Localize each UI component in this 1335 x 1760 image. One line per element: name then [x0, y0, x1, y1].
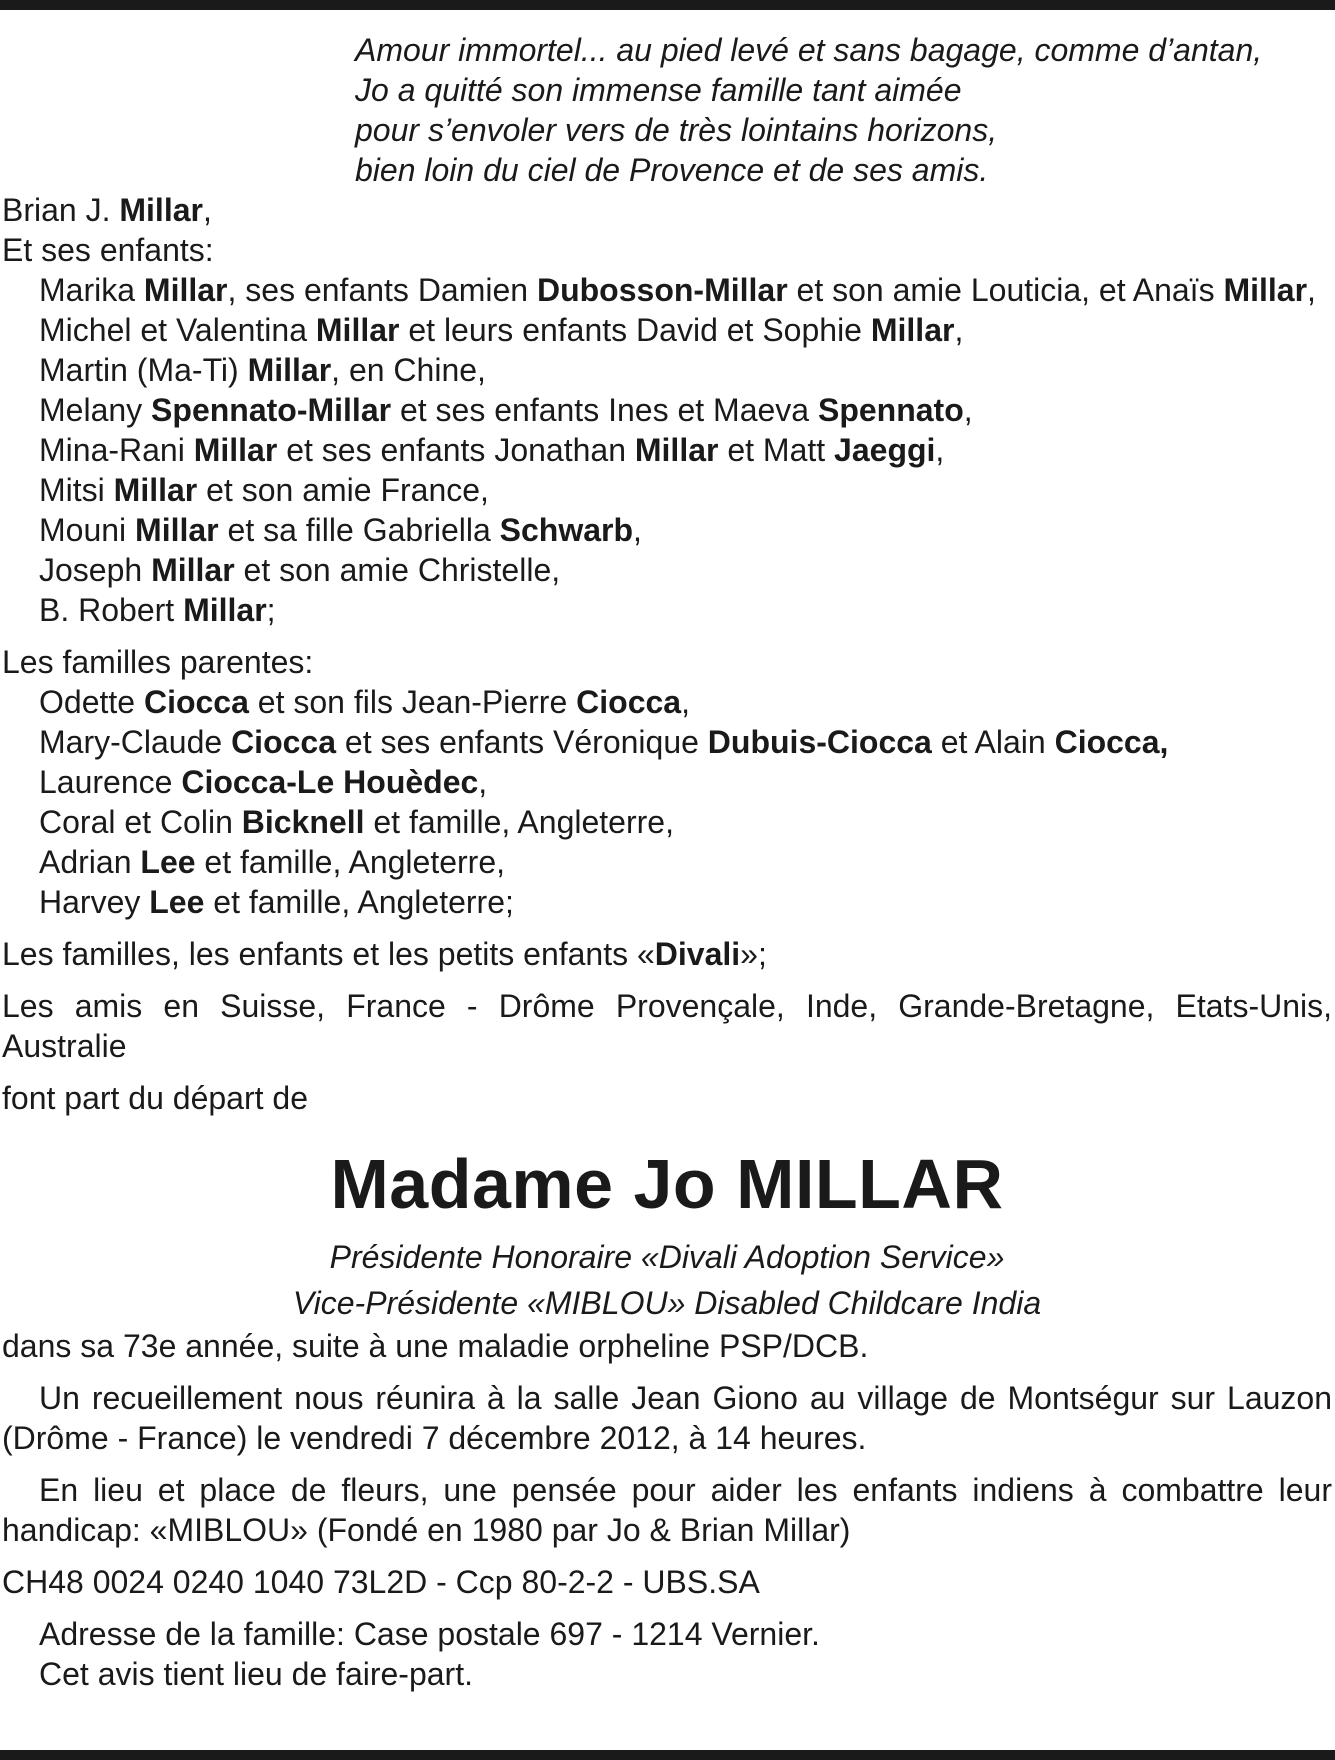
deceased-name: Madame Jo MILLAR [330, 1145, 1004, 1223]
top-rule [0, 0, 1335, 10]
child-line: Mouni Millar et sa fille Gabriella Schwarb, [39, 512, 642, 548]
bottom-rule [0, 1750, 1335, 1760]
relatives-heading: Les familles parentes: [2, 644, 314, 680]
child-line: Mitsi Millar et son amie France, [39, 472, 489, 508]
friends-line: Les amis en Suisse, France - Drôme Provençale, Inde, Grande-Bretagne, Etats-Unis, Australie [2, 988, 1332, 1064]
poem-line: pour s’envoler vers de très lointains horizons, [355, 112, 998, 148]
relative-line: Coral et Colin Bicknell et famille, Angleterre, [39, 804, 674, 840]
poem-line: Jo a quitté son immense famille tant aimée [355, 72, 962, 108]
poem-line: bien loin du ciel de Provence et de ses amis. [355, 152, 989, 188]
death-notice [2, 30, 1332, 1694]
bank-line: CH48 0024 0240 1040 73L2D - Ccp 80-2-2 - UBS.SA [2, 1564, 760, 1600]
announce-line: font part du départ de [2, 1080, 308, 1116]
child-line: Michel et Valentina Millar et leurs enfants David et Sophie Millar, [39, 312, 964, 348]
flowers-paragraph: En lieu et place de fleurs, une pensée pour aider les enfants indiens à combattre leur handicap: «MIBLOU» (Fondé en 1980 par Jo & Brian Millar) [2, 1472, 1332, 1548]
title-line: Vice-Présidente «MIBLOU» Disabled Childcare India [292, 1285, 1042, 1321]
child-line: Joseph Millar et son amie Christelle, [39, 552, 561, 588]
children-heading: Et ses enfants: [2, 232, 214, 268]
age-line: dans sa 73e année, suite à une maladie orpheline PSP/DCB. [2, 1328, 869, 1364]
relative-line: Mary-Claude Ciocca et ses enfants Véronique Dubuis-Ciocca et Alain Ciocca, [39, 724, 1169, 760]
closing-line: Cet avis tient lieu de faire-part. [39, 1656, 473, 1692]
child-line: Melany Spennato-Millar et ses enfants Ines et Maeva Spennato, [39, 392, 973, 428]
address-line: Adresse de la famille: Case postale 697 - 1214 Vernier. [39, 1616, 820, 1652]
child-line: Martin (Ma-Ti) Millar, en Chine, [39, 352, 486, 388]
ceremony-paragraph: Un recueillement nous réunira à la salle Jean Giono au village de Montségur sur Lauzon (Drôme - France) le vendredi 7 décembre 2012, à 14 heures. [2, 1380, 1332, 1456]
spouse-line: Brian J. Millar, [2, 192, 212, 228]
child-line: B. Robert Millar; [39, 592, 276, 628]
relative-line: Harvey Lee et famille, Angleterre; [39, 884, 514, 920]
relative-line: Adrian Lee et famille, Angleterre, [39, 844, 506, 880]
divali-line: Les familles, les enfants et les petits enfants «Divali»; [2, 936, 767, 972]
child-line: Mina-Rani Millar et ses enfants Jonathan Millar et Matt Jaeggi, [39, 432, 945, 468]
poem [355, 30, 1332, 190]
poem-line: Amour immortel... au pied levé et sans bagage, comme d’antan, [355, 32, 1263, 68]
child-line: Marika Millar, ses enfants Damien Dubosson-Millar et son amie Louticia, et Anaïs Millar, [39, 272, 1316, 308]
deceased-titles [2, 1234, 1332, 1326]
title-line: Présidente Honoraire «Divali Adoption Service» [329, 1239, 1005, 1275]
relative-line: Odette Ciocca et son fils Jean-Pierre Ciocca, [39, 684, 690, 720]
relative-line: Laurence Ciocca-Le Houèdec, [39, 764, 488, 800]
